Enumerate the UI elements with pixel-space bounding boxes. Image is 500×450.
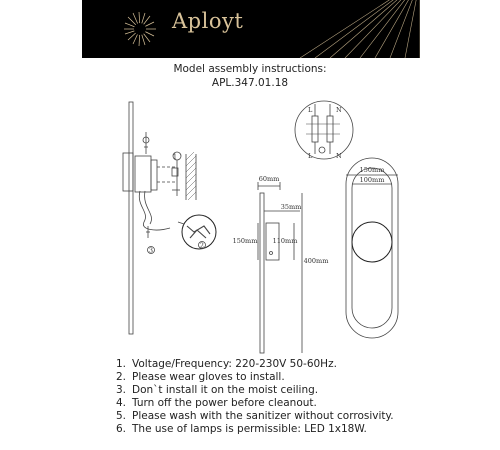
wire-label-n: N (336, 106, 342, 114)
spec-item: 6. The use of lamps is permissible: LED 1x18W. (116, 423, 367, 435)
callout-2: 2 (199, 241, 205, 250)
dim-150-front: 150mm (359, 166, 385, 174)
dim-110: 110mm (272, 237, 298, 245)
dim-60: 60mm (258, 175, 280, 183)
callout-1: 1 (172, 152, 178, 161)
dim-35: 35mm (280, 203, 302, 211)
decorative-rays-right (280, 0, 420, 58)
exploded-installation-view (123, 102, 216, 334)
brand-header (82, 0, 420, 58)
wire-label-l-bottom: L (308, 152, 313, 160)
spec-item: 5. Please wash with the sanitizer without corrosivity. (116, 410, 394, 422)
dimension-labels (233, 166, 385, 265)
wiring-detail (295, 101, 353, 159)
spec-item: 4. Turn off the power before cleanout. (116, 397, 317, 409)
wire-label-l: L (308, 106, 313, 114)
instructions-title: Model assembly instructions: (173, 63, 327, 75)
dim-400: 400mm (303, 257, 329, 265)
model-number: APL.347.01.18 (211, 77, 289, 89)
spec-item: 3. Don`t install it on the moist ceiling. (116, 384, 319, 396)
spec-item: 1. Voltage/Frequency: 220-230V 50-60Hz. (116, 358, 337, 370)
wiring-labels (308, 106, 342, 160)
spec-item: 2. Please wear gloves to install. (116, 371, 285, 383)
brand-name: Aployt (172, 9, 244, 33)
dim-150-side: 150mm (232, 237, 258, 245)
dim-100: 100mm (359, 176, 385, 184)
callout-3: 3 (148, 246, 154, 255)
wire-label-n-bottom: N (336, 152, 342, 160)
assembly-drawing (0, 90, 500, 355)
specifications-list (116, 358, 394, 436)
sunburst-logo-icon (82, 0, 164, 58)
front-view (346, 158, 398, 338)
